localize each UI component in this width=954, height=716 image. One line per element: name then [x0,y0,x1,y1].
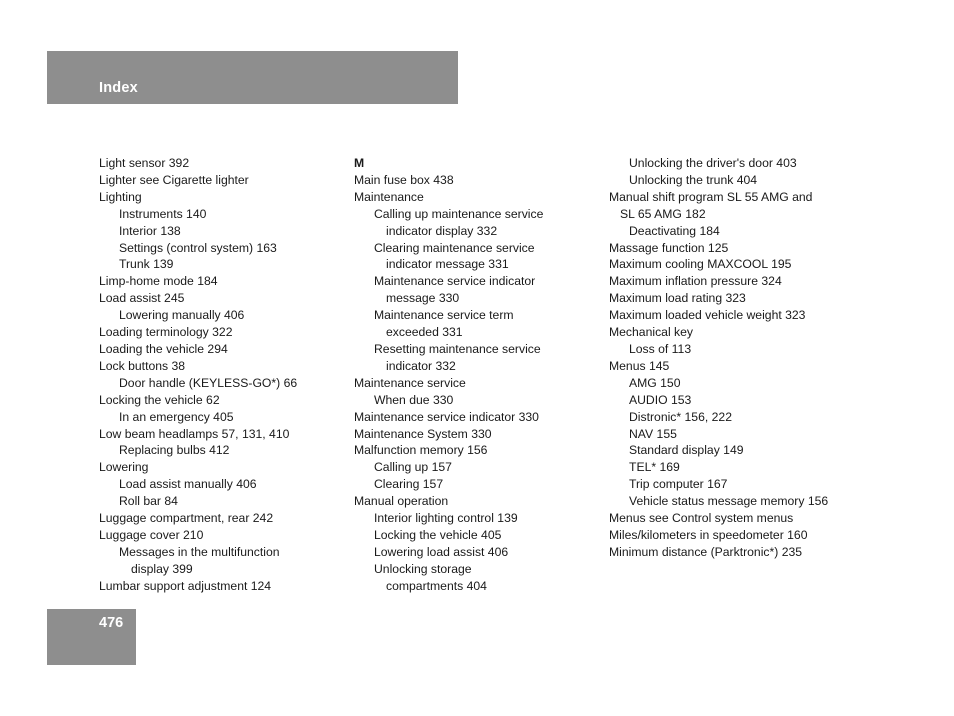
index-entry: In an emergency 405 [119,409,234,424]
index-entry: display 399 [131,561,193,576]
index-entry: Clearing 157 [374,477,444,492]
index-entry: Door handle (KEYLESS-GO*) 66 [119,375,298,390]
index-entry: Low beam headlamps 57, 131, 410 [99,426,290,441]
index-entry: Maximum loaded vehicle weight 323 [609,308,806,323]
index-entry: indicator 332 [386,358,456,373]
index-entry: Main fuse box 438 [354,172,454,187]
index-entry: Messages in the multifunction [119,544,280,559]
index-entry: Manual shift program SL 55 AMG and [609,189,813,204]
index-entry: Trunk 139 [119,257,174,272]
index-entry: Luggage compartment, rear 242 [99,511,274,526]
index-entry: Maximum load rating 323 [609,291,746,306]
index-entry: Loading terminology 322 [99,325,233,340]
index-entry: compartments 404 [386,578,487,593]
index-entry: Lowering manually 406 [119,308,245,323]
index-entry: Vehicle status message memory 156 [629,494,829,509]
index-column-1 [99,155,349,595]
index-entry: Calling up 157 [374,460,452,475]
index-entry: Lowering load assist 406 [374,544,509,559]
index-entry: Miles/kilometers in speedometer 160 [609,527,808,542]
index-entry: Maximum cooling MAXCOOL 195 [609,257,792,272]
index-entry: TEL* 169 [629,460,680,475]
index-entry: Lighter see Cigarette lighter [99,172,249,187]
index-entry: Interior 138 [119,223,181,238]
index-entry: Malfunction memory 156 [354,443,488,458]
index-entry: message 330 [386,291,460,306]
index-entry: Menus see Control system menus [609,511,794,526]
index-entry: AUDIO 153 [629,392,692,407]
index-entry: Replacing bulbs 412 [119,443,230,458]
index-column-3 [609,155,869,561]
index-column-2 [354,155,604,595]
index-entry: Load assist 245 [99,291,185,306]
section-header-bar [47,51,458,104]
index-entry: Trip computer 167 [629,477,728,492]
index-entry: Lumbar support adjustment 124 [99,578,272,593]
index-entry: Distronic* 156, 222 [629,409,732,424]
index-entry: Maintenance service term [374,308,514,323]
index-entry: indicator display 332 [386,223,498,238]
index-entry: Maintenance System 330 [354,426,492,441]
index-entry: Roll bar 84 [119,494,178,509]
index-entry: SL 65 AMG 182 [620,206,706,221]
index-entry: Maintenance service indicator 330 [354,409,539,424]
index-entry: Standard display 149 [629,443,744,458]
index-entry: Clearing maintenance service [374,240,535,255]
index-entry: Massage function 125 [609,240,729,255]
index-entry: When due 330 [374,392,454,407]
index-entry: Deactivating 184 [629,223,720,238]
index-entry: Lowering [99,460,149,475]
index-entry: AMG 150 [629,375,681,390]
index-entry: Locking the vehicle 405 [374,527,502,542]
index-letter-heading: M [354,156,365,170]
section-title: Index [99,80,138,96]
index-entry: Settings (control system) 163 [119,240,277,255]
page-number: 476 [99,615,124,631]
index-entry: NAV 155 [629,426,677,441]
index-entry: Load assist manually 406 [119,477,257,492]
index-entry: Mechanical key [609,325,693,340]
index-entry: Maintenance [354,189,424,204]
index-entry: Resetting maintenance service [374,341,541,356]
index-entry: Light sensor 392 [99,156,190,170]
index-entry: Minimum distance (Parktronic*) 235 [609,544,803,559]
index-entry: Unlocking the trunk 404 [629,172,758,187]
index-entry: Manual operation [354,494,449,509]
index-entry: Maintenance service [354,375,466,390]
index-entry: Unlocking the driver's door 403 [629,156,797,170]
index-entry: Lighting [99,189,142,204]
index-entry: Luggage cover 210 [99,527,204,542]
index-entry: Calling up maintenance service [374,206,544,221]
index-entry: Locking the vehicle 62 [99,392,220,407]
index-entry: Interior lighting control 139 [374,511,518,526]
page-number-tab [47,609,136,665]
index-entry: Limp-home mode 184 [99,274,218,289]
index-entry: Menus 145 [609,358,670,373]
index-entry: Maintenance service indicator [374,274,536,289]
index-entry: Instruments 140 [119,206,207,221]
index-entry: Maximum inflation pressure 324 [609,274,782,289]
index-entry: Unlocking storage [374,561,472,576]
index-entry: Loading the vehicle 294 [99,341,228,356]
index-entry: Loss of 113 [629,341,692,356]
index-entry: exceeded 331 [386,325,463,340]
index-entry: indicator message 331 [386,257,509,272]
index-entry: Lock buttons 38 [99,358,186,373]
